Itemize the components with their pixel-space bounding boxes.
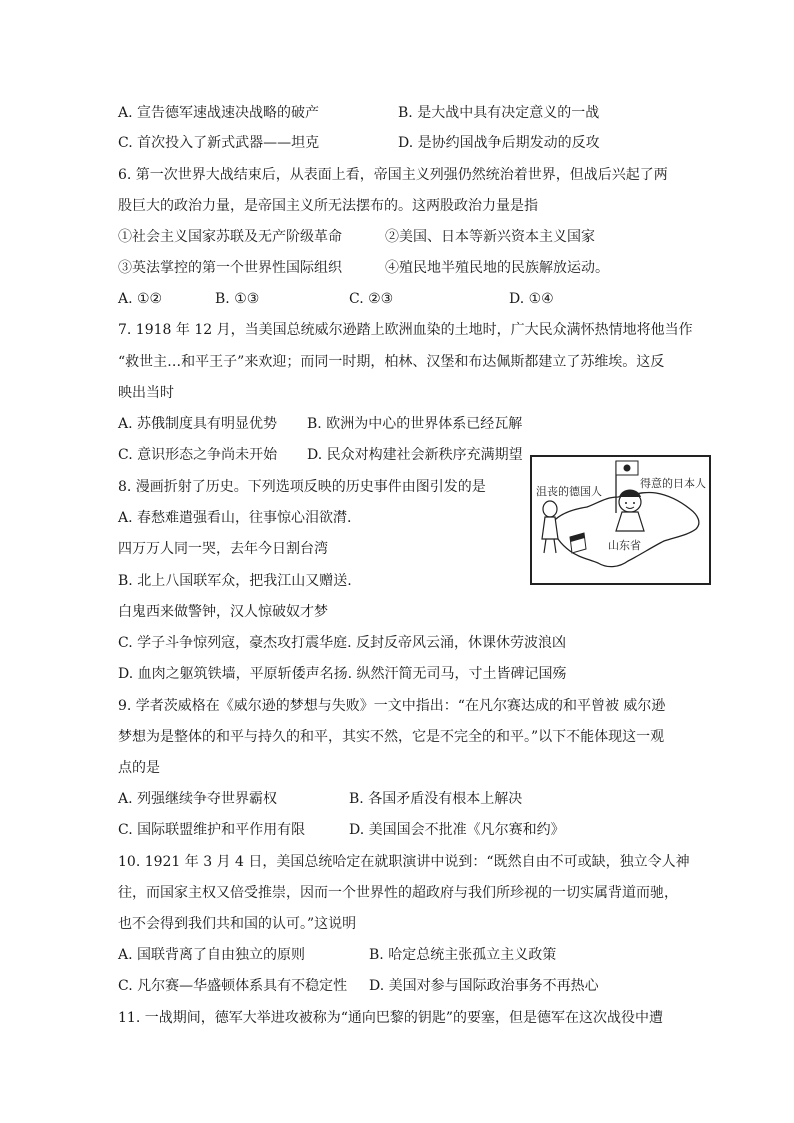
q9-stem-line3: 点的是 [118,760,160,776]
q8-option-a-line2: 四万万人同一哭，去年今日割台湾 [118,541,328,557]
q6-item-2: ②美国、日本等新兴资本主义国家 [385,229,595,245]
q7-option-c: C. 意识形态之争尚未开始 [118,447,278,463]
q7-option-a: A. 苏俄制度具有明显优势 [118,416,278,432]
q8-option-b-line2: 白鬼西来做警钟，汉人惊破奴才梦 [118,604,328,620]
q8-cartoon [530,455,711,585]
q9-option-a: A. 列强继续争夺世界霸权 [118,791,278,807]
q6-option-d: D. ①④ [509,291,554,307]
q10-option-b: B. 哈定总统主张孤立主义政策 [369,947,557,963]
cartoon-label-shandong: 山东省 [608,539,641,552]
q8-option-b-line1: B. 北上八国联军众，把我江山又赠送. [118,573,352,589]
prev-option-c: C. 首次投入了新式武器——坦克 [118,135,320,151]
q8-option-a-line1: A. 春愁难遣强看山，往事惊心泪欲潸. [118,510,352,526]
cartoon-label-japanese: 得意的日本人 [640,477,706,490]
q9-stem-line1: 9. 学者茨威格在《威尔逊的梦想与失败》一文中指出：“在凡尔赛达成的和平曾被 威尔逊 [118,698,666,714]
q6-item-4: ④殖民地半殖民地的民族解放运动。 [385,260,609,276]
q6-option-b: B. ①③ [215,291,260,307]
q9-option-b: B. 各国矛盾没有根本上解决 [349,791,523,807]
q7-option-b: B. 欧洲为中心的世界体系已经瓦解 [307,416,523,432]
q8-option-d: D. 血肉之躯筑铁墙，平原斩倭声名扬. 纵然汗简无司马，寸土皆碑记国殇 [118,666,567,682]
q10-stem-line1: 10. 1921 年 3 月 4 日，美国总统哈定在就职演讲中说到：“既然自由不可或缺，独立令人神 [118,854,690,870]
japanese-figure-cap [619,490,641,498]
q10-stem-line2: 往，而国家主权又倍受推崇，因而一个世界性的超政府与我们所珍视的一切实属背道而驰， [118,885,678,901]
cartoon-label-german: 沮丧的德国人 [536,485,602,498]
q8-stem: 8. 漫画折射了历史。下列选项反映的历史事件由图引发的是 [118,479,486,495]
german-figure-head [543,501,557,517]
prev-option-a: A. 宣告德军速战速决战略的破产 [118,105,320,121]
q6-item-3: ③英法掌控的第一个世界性国际组织 [118,260,342,276]
q6-item-1: ①社会主义国家苏联及无产阶级革命 [118,229,342,245]
q7-option-d: D. 民众对构建社会新秩序充满期望 [307,447,523,463]
q8-option-c: C. 学子斗争惊列寇，豪杰攻打震华庭. 反封反帝风云涌，休课休劳波浪凶 [118,635,567,651]
prev-option-d: D. 是协约国战争后期发动的反攻 [398,135,600,151]
q9-option-c: C. 国际联盟维护和平作用有限 [118,822,306,838]
q6-stem-line1: 6. 第一次世界大战结束后，从表面上看，帝国主义列强仍然统治着世界，但战后兴起了两 [118,167,668,183]
q10-option-a: A. 国联背离了自由独立的原则 [118,947,306,963]
q10-option-c: C. 凡尔赛—华盛顿体系具有不稳定性 [118,978,348,994]
prev-option-b: B. 是大战中具有决定意义的一战 [398,105,600,121]
q6-stem-line2: 股巨大的政治力量，是帝国主义所无法摆布的。这两股政治力量是指 [118,198,538,214]
flag-sun [624,465,631,472]
japanese-figure-body [616,512,644,531]
q11-stem-line1: 11. 一战期间，德军大举进攻被称为“通向巴黎的钥匙”的要塞，但是德军在这次战役中遭 [118,1010,664,1026]
q6-option-a: A. ①② [118,291,163,307]
german-figure-body [542,517,558,539]
q7-stem-line3: 映出当时 [118,385,174,401]
q10-option-d: D. 美国对参与国际政治事务不再热心 [369,978,599,994]
q9-option-d: D. 美国国会不批准《凡尔赛和约》 [349,822,565,838]
q9-stem-line2: 梦想为是整体的和平与持久的和平，其实不然，它是不完全的和平。”以下不能体现这一观 [118,729,665,745]
q10-stem-line3: 也不会得到我们共和国的认可。”这说明 [118,916,357,932]
q7-stem-line1: 7. 1918 年 12 月，当美国总统威尔逊踏上欧洲血染的土地时，广大民众满怀热情地将他当作 [118,322,693,338]
q7-stem-line2: “救世主…和平王子”来欢迎；而同一时期，柏林、汉堡和布达佩斯都建立了苏维埃。这反 [118,354,665,370]
q6-option-c: C. ②③ [349,291,394,307]
